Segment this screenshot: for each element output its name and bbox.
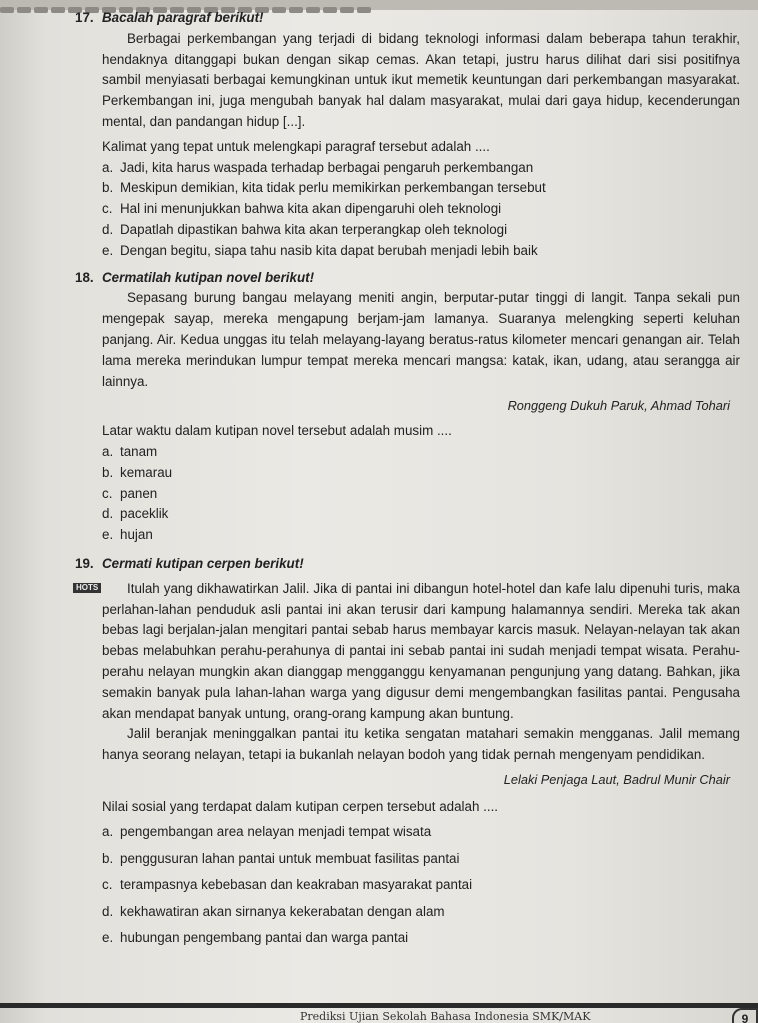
question-title: Cermati kutipan cerpen berikut! <box>102 555 304 571</box>
option-letter: a. <box>102 443 114 459</box>
option-letter: c. <box>102 201 113 217</box>
option-a[interactable] <box>102 158 740 179</box>
question-prompt: Latar waktu dalam kutipan novel tersebut adalah musim .... <box>102 423 452 439</box>
question-header <box>75 554 740 575</box>
passage-paragraph-1: Itulah yang dikhawatirkan Jalil. Jika di pantai ini dibangun hotel-hotel dan kafe lalu dipenuhi turis, maka perlahan-lahan penduduk asli pantai ini akan terusir dari kampung halamannya sendiri. Mereka tak akan bebas lagi berjalan-jalan mengitari pantai sebab harus membayar karcis masuk. Nelayan-nelayan tak akan bebas melabuhkan perahu-perahunya di pantai ini sebab pantai ini sudah menjadi tempat wisata. Perahu-perahu nelayan mungkin akan dianggap mengganggu kenyamanan pengunjung yang datang. Bahkan, jika semakin banyak pula lahan-lahan warga yang digusur demi mengembangkan fasilitas pantai. Pengusaha akan mendapat banyak untung, orang-orang kampung akan buntung. <box>102 580 740 721</box>
option-text: panen <box>120 485 158 501</box>
question-header <box>75 268 740 289</box>
option-letter: c. <box>102 877 113 893</box>
option-letter: b. <box>102 464 114 480</box>
option-letter: b. <box>102 850 114 866</box>
question-passage <box>75 579 740 766</box>
question-number: 19. <box>75 555 94 571</box>
option-text: Hal ini menunjukkan bahwa kita akan dipengaruhi oleh teknologi <box>120 201 502 217</box>
passage-paragraph: Berbagai perkembangan yang terjadi di bidang teknologi informasi dalam beberapa tahun terakhir, hendaknya ditanggapi bukan dengan sikap cemas. Akan tetapi, justru harus dilihat dari sisi positifnya sambil menyiasati berbagai kemungkinan untuk ikut memetik keuntungan dari perkembangan masyarakat. Perkembangan ini, juga mengubah banyak hal dalam masyarakat, mulai dari gaya hidup, kecenderungan mental, dan pandangan hidup [...]. <box>102 30 740 129</box>
option-text: terampasnya kebebasan dan keakraban masyarakat pantai <box>120 877 473 893</box>
page-number: 9 <box>732 1008 758 1023</box>
option-c[interactable] <box>102 199 740 220</box>
option-letter: e. <box>102 242 114 258</box>
option-letter: d. <box>102 506 114 522</box>
question-number: 17. <box>75 10 94 25</box>
footer-text: Prediksi Ujian Sekolah Bahasa Indonesia SMK/MAK <box>300 1010 591 1023</box>
option-letter: a. <box>102 159 114 175</box>
option-d[interactable] <box>102 504 740 525</box>
option-e[interactable] <box>102 241 740 262</box>
option-text: paceklik <box>120 506 169 522</box>
option-text: hujan <box>120 527 153 543</box>
question-number: 18. <box>75 269 94 285</box>
option-text: tanam <box>120 443 158 459</box>
question-list <box>75 8 740 952</box>
option-text: kemarau <box>120 464 173 480</box>
option-a[interactable] <box>102 819 740 846</box>
option-a[interactable] <box>102 442 740 463</box>
option-text: Dengan begitu, siapa tahu nasib kita dapat berubah menjadi lebih baik <box>120 242 538 258</box>
option-c[interactable] <box>102 872 740 899</box>
hots-badge: HOTS <box>73 583 101 593</box>
footer-divider <box>0 1003 758 1008</box>
passage-paragraph: Sepasang burung bangau melayang meniti angin, berputar-putar tinggi di langit. Tanpa sekali pun mengepak sayap, mereka mengapung berjam-jam lamanya. Suaranya melengking seperti keluhan panjang. Air. Kedua unggas itu telah melayang-layang beratus-ratus kilometer mencari genangan air. Telah lama mereka merindukan lumpur tempat mereka mencari mangsa: katak, ikan, udang, atau serangga air lainnya. <box>102 290 740 389</box>
passage-source: Lelaki Penjaga Laut, Badrul Munir Chair <box>503 771 730 787</box>
option-letter: e. <box>102 527 114 543</box>
option-b[interactable] <box>102 178 740 199</box>
option-letter: e. <box>102 930 114 946</box>
option-text: Meskipun demikian, kita tidak perlu memikirkan perkembangan tersebut <box>120 180 546 196</box>
option-letter: b. <box>102 180 114 196</box>
answer-options <box>75 442 740 546</box>
option-letter: d. <box>102 903 114 919</box>
option-text: Dapatlah dipastikan bahwa kita akan terperangkap oleh teknologi <box>120 221 508 237</box>
question-passage <box>75 29 740 133</box>
option-letter: a. <box>102 824 114 840</box>
option-b[interactable] <box>102 463 740 484</box>
question-prompt: Kalimat yang tepat untuk melengkapi paragraf tersebut adalah .... <box>102 138 490 154</box>
option-e[interactable] <box>102 925 740 952</box>
option-letter: c. <box>102 485 113 501</box>
option-text: penggusuran lahan pantai untuk membuat fasilitas pantai <box>120 850 460 866</box>
question-prompt: Nilai sosial yang terdapat dalam kutipan cerpen tersebut adalah .... <box>102 798 499 814</box>
option-b[interactable] <box>102 846 740 873</box>
passage-paragraph-2: Jalil beranjak meninggalkan pantai itu ketika sengatan matahari semakin mengganas. Jalil memang hanya seorang nelayan, tetapi ia bukanlah nelayan bodoh yang tidak pernah mengenyam pendidikan. <box>102 726 740 763</box>
option-c[interactable] <box>102 484 740 505</box>
option-text: kekhawatiran akan sirnanya kekerabatan dengan alam <box>120 903 445 919</box>
passage-source: Ronggeng Dukuh Paruk, Ahmad Tohari <box>507 398 730 414</box>
question-18 <box>75 268 740 546</box>
option-d[interactable] <box>102 220 740 241</box>
option-text: Jadi, kita harus waspada terhadap berbagai pengaruh perkembangan <box>120 159 534 175</box>
question-passage <box>75 288 740 392</box>
option-letter: d. <box>102 221 114 237</box>
question-19 <box>75 554 740 952</box>
option-e[interactable] <box>102 525 740 546</box>
option-text: hubungan pengembang pantai dan warga pantai <box>120 930 409 946</box>
question-title: Bacalah paragraf berikut! <box>102 10 264 25</box>
option-text: pengembangan area nelayan menjadi tempat wisata <box>120 824 432 840</box>
question-header <box>75 8 740 29</box>
option-d[interactable] <box>102 899 740 926</box>
answer-options <box>75 158 740 262</box>
question-17 <box>75 8 740 262</box>
answer-options <box>75 819 740 952</box>
question-title: Cermatilah kutipan novel berikut! <box>102 269 315 285</box>
